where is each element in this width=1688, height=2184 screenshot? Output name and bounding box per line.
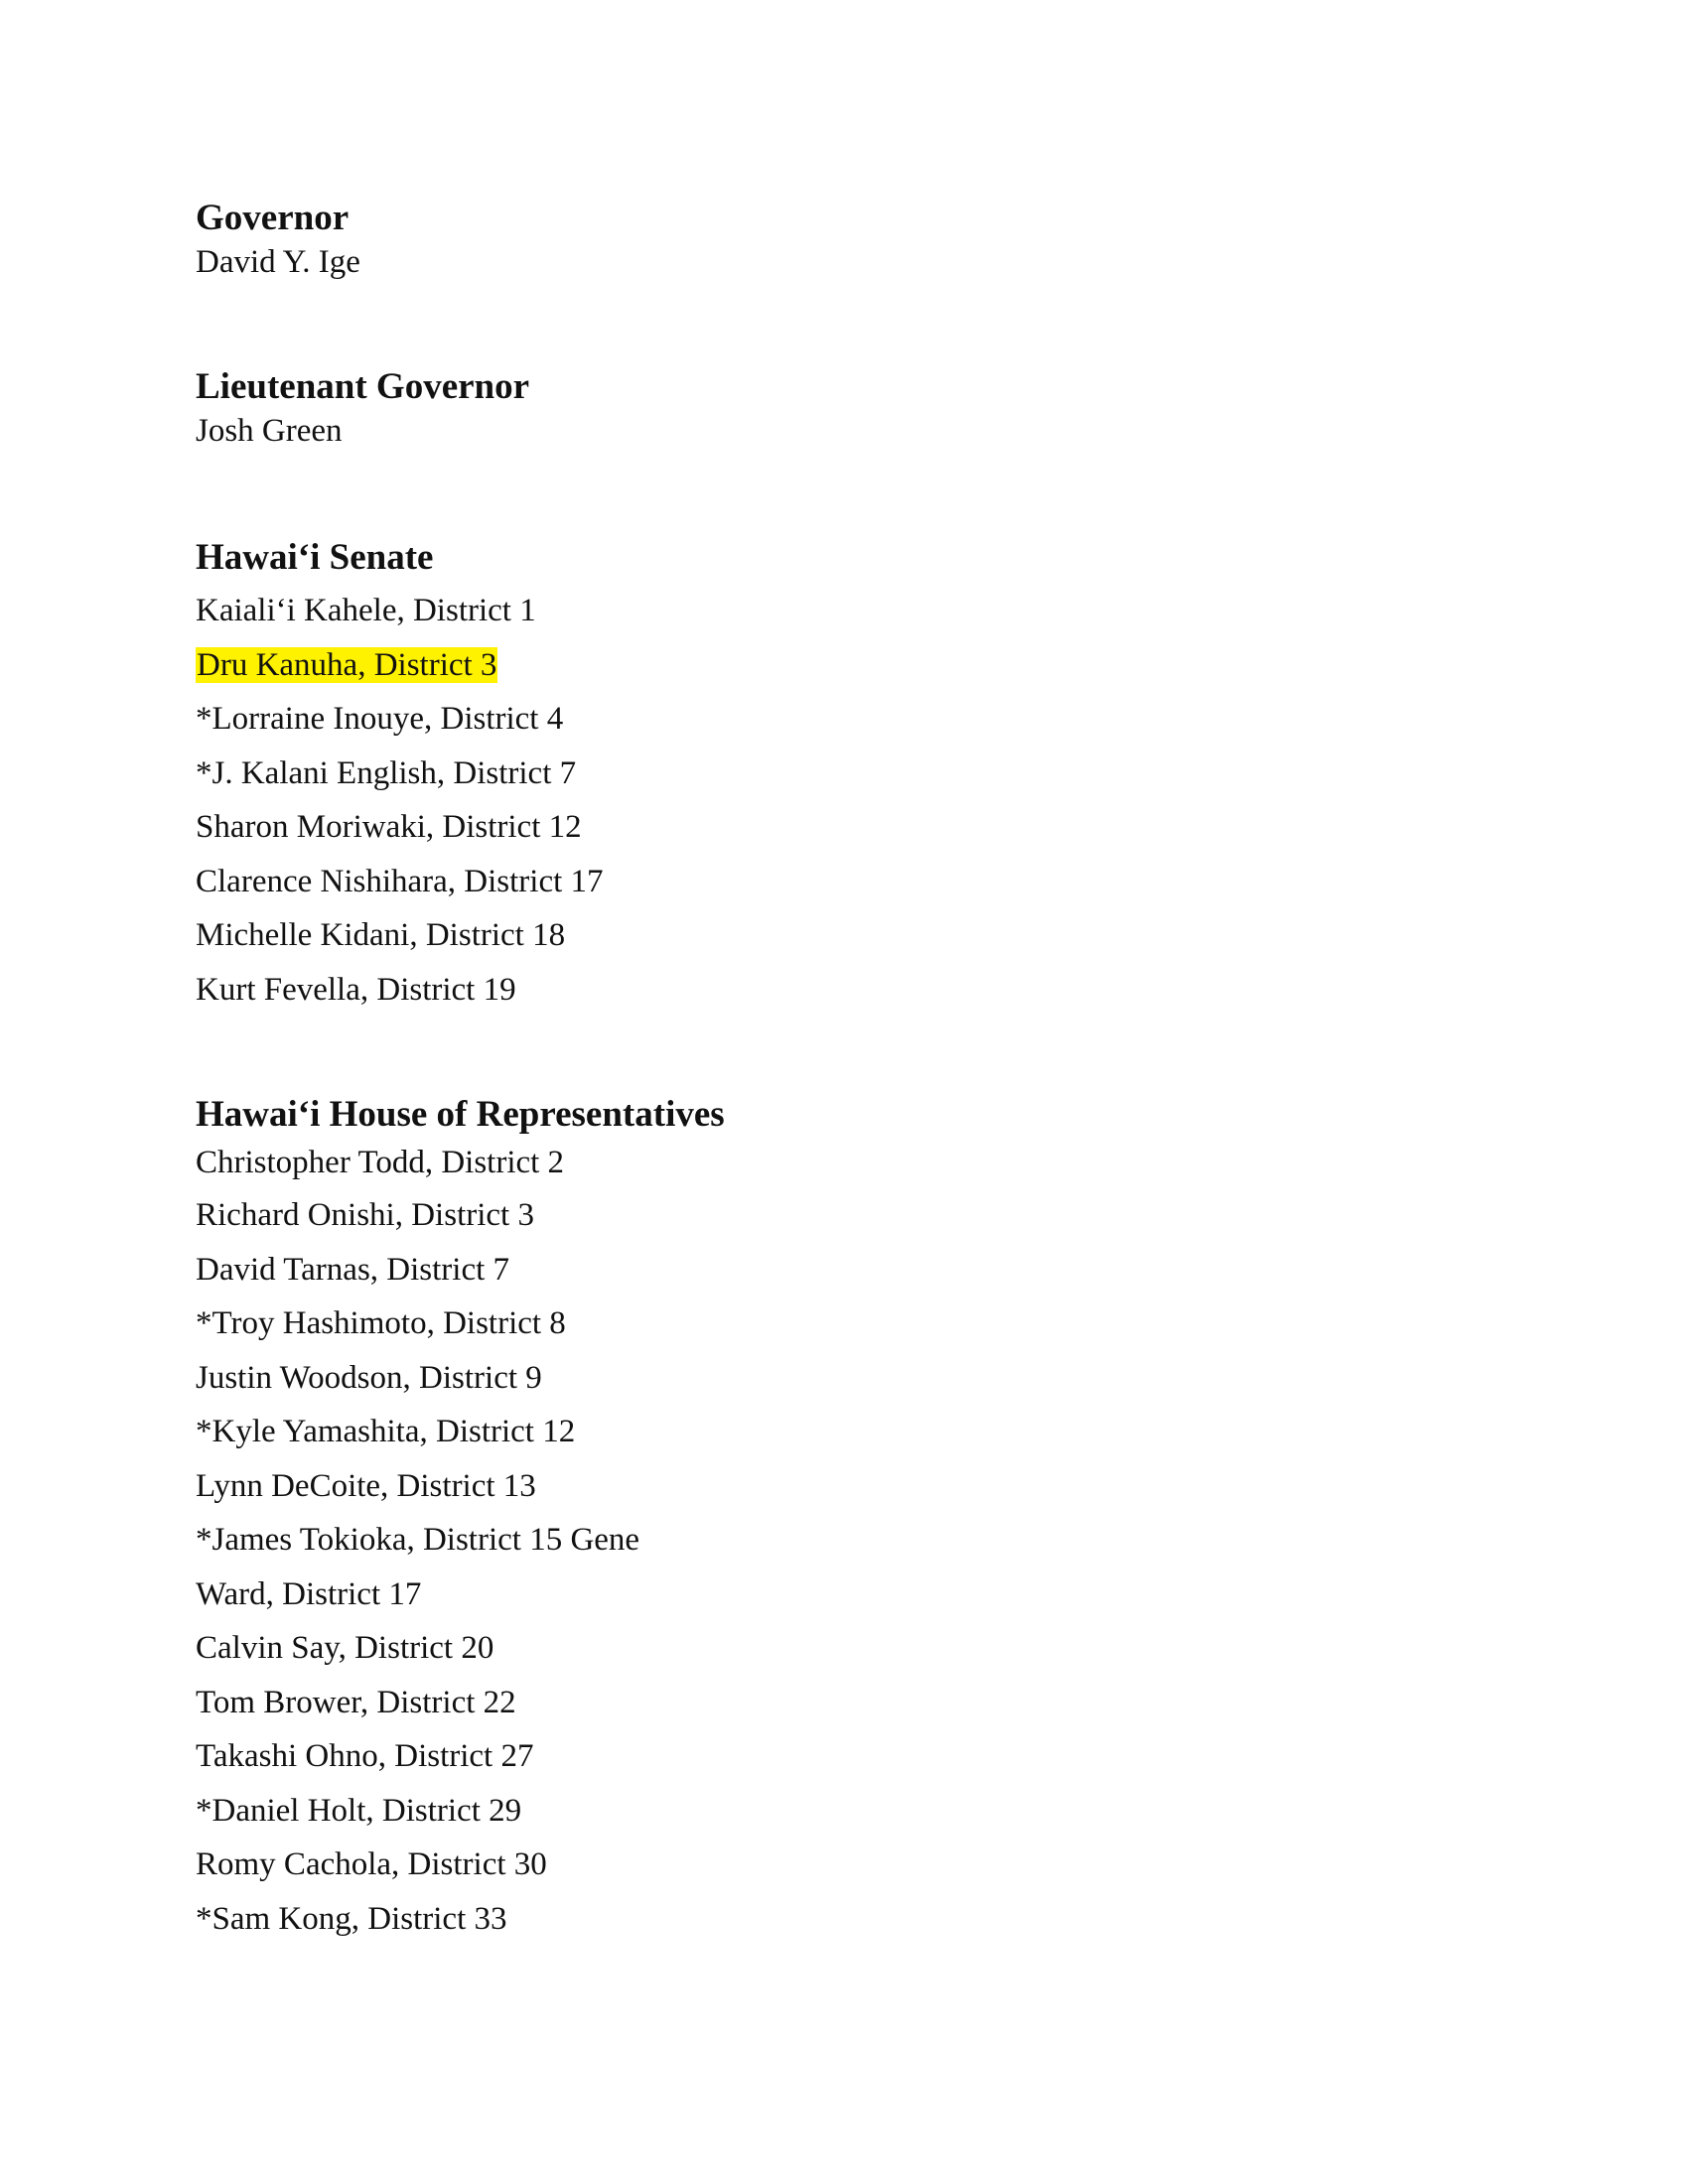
senate-member-text: Clarence Nishihara, District 17: [196, 863, 604, 899]
house-member: Takashi Ohno, District 27: [196, 1738, 534, 1774]
section-lieutenant-governor: [196, 365, 1486, 451]
house-member: *Daniel Holt, District 29: [196, 1792, 522, 1829]
senate-member: [196, 692, 1486, 747]
house-member: *Troy Hashimoto, District 8: [196, 1305, 566, 1341]
lieutenant-governor-name: Josh Green: [196, 413, 343, 449]
house-member: *Sam Kong, District 33: [196, 1900, 507, 1937]
senate-member-text: Kaiali‘i Kahele, District 1: [196, 593, 536, 628]
senate-member-highlighted: [196, 638, 1486, 693]
senate-member-text: *J. Kalani English, District 7: [196, 754, 577, 791]
senate-member-text: Kurt Fevella, District 19: [196, 971, 516, 1008]
house-member: Romy Cachola, District 30: [196, 1846, 547, 1882]
house-member: Tom Brower, District 22: [196, 1684, 516, 1720]
section-governor: [196, 197, 1486, 282]
house-member: Lynn DeCoite, District 13: [196, 1467, 536, 1504]
senate-member: [196, 855, 1486, 909]
senate-member-text: Sharon Moriwaki, District 12: [196, 809, 582, 845]
section-heading-house: Hawai‘i House of Representatives: [196, 1094, 725, 1135]
section-heading-senate: Hawai‘i Senate: [196, 537, 434, 578]
house-member: *Kyle Yamashita, District 12: [196, 1414, 576, 1449]
senate-member-text: Michelle Kidani, District 18: [196, 917, 566, 953]
senate-member: [196, 584, 1486, 638]
house-member: David Tarnas, District 7: [196, 1251, 510, 1288]
section-house: [196, 1093, 1486, 1946]
house-member: Christopher Todd, District 2: [196, 1145, 565, 1180]
senate-member: [196, 800, 1486, 855]
house-member: *James Tokioka, District 15 Gene: [196, 1522, 640, 1558]
section-heading-lieutenant-governor: Lieutenant Governor: [196, 366, 530, 407]
house-member: Richard Onishi, District 3: [196, 1197, 534, 1233]
house-member: Justin Woodson, District 9: [196, 1359, 542, 1396]
house-list: [196, 1137, 1486, 1946]
senate-list: [196, 584, 1486, 1017]
senate-member: [196, 908, 1486, 963]
governor-name: David Y. Ige: [196, 244, 360, 280]
house-member: Ward, District 17: [196, 1575, 422, 1612]
senate-member-text: *Lorraine Inouye, District 4: [196, 701, 564, 737]
section-senate: [196, 536, 1486, 1017]
section-heading-governor: Governor: [196, 198, 350, 238]
senate-member: [196, 963, 1486, 1018]
house-member: Calvin Say, District 20: [196, 1630, 494, 1666]
senate-member: [196, 747, 1486, 801]
highlighted-text: Dru Kanuha, District 3: [197, 646, 497, 683]
